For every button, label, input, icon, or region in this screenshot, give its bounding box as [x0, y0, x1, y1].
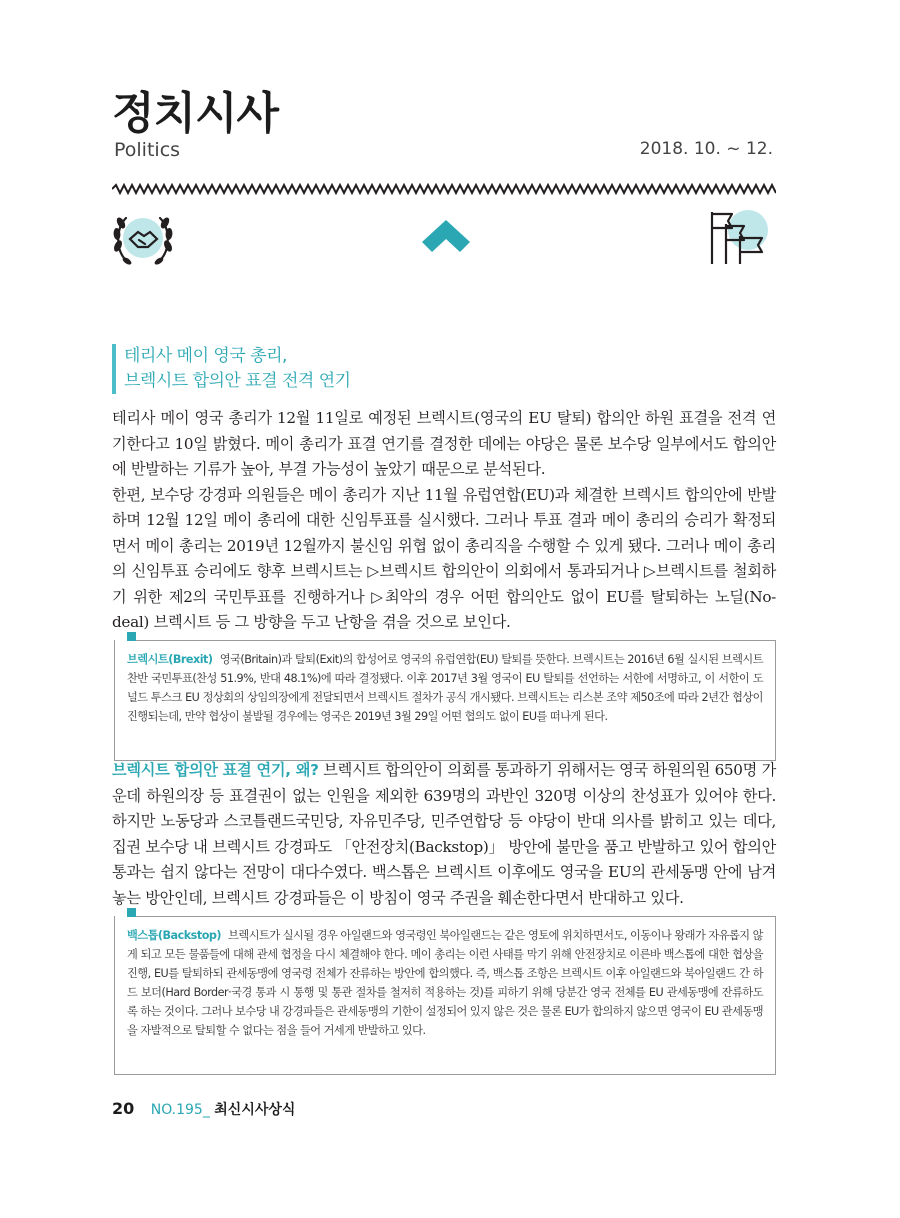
wave-divider	[112, 183, 776, 195]
note-1-text: 영국(Britain)과 탈퇴(Exit)의 합성어로 영국의 유럽연합(EU) 탈퇴를 뜻한다. 브렉시트는 2016년 6월 실시된 브렉시트 찬반 국민투표(찬성 51.9%, 반대 48.1%)에 따라 결정됐다. 이후 2017년 3월 영국이 EU 탈퇴를 선언하는 서한에 서명하고, 이 서한이 도널드 투스크 EU 정상회의 상임의장에게 전달되면서 브렉시트 절차가 공식 개시됐다. 브렉시트는 리스본 조약 제50조에 따라 2년간 협상이 진행되는데, 만약 협상이 불발될 경우에는 영국은 2019년 3월 29일 어떤 협의도 없이 EU를 떠나게 된다.	[127, 653, 763, 723]
note-1-term: 브렉시트(Brexit)	[127, 653, 213, 666]
handshake-laurel-icon	[110, 206, 176, 272]
backstop-definition-box	[114, 916, 776, 1075]
paragraph-3-text: 브렉시트 합의안이 의회를 통과하기 위해서는 영국 하원의원 650명 가운데 하원의장 등 표결권이 없는 인원을 제외한 639명의 과반인 320명 이상의 찬성표가 있어야 한다. 하지만 노동당과 스코틀랜드국민당, 자유민주당, 민주연합당 등 야당이 반대 의사를 밝히고 있는 데다, 집권 보수당 내 브렉시트 강경파도 「안전장치(Backstop)」 방안에 불만을 품고 반발하고 있어 합의안 통과는 쉽지 않다는 전망이 대다수였다. 백스톱은 브렉시트 이후에도 영국을 EU의 관세동맹 안에 남겨 놓는 방안인데, 브렉시트 강경파들은 이 방침이 영국 주권을 훼손한다면서 반대하고 있다.	[112, 761, 776, 907]
paragraph-2: 한편, 보수당 강경파 의원들은 메이 총리가 지난 11월 유럽연합(EU)과 체결한 브렉시트 합의안에 반발하며 12월 12일 메이 총리에 대한 신임투표를 실시했다. 그러나 투표 결과 메이 총리의 승리가 확정되면서 메이 총리는 2019년 12월까지 불신임 위협 없이 총리직을 수행할 수 있게 됐다. 그러나 메이 총리의 신임투표 승리에도 향후 브렉시트는 ▷브렉시트 합의안이 의회에서 통과되거나 ▷브렉시트를 철회하기 위한 제2의 국민투표를 진행하거나 ▷최악의 경우 어떤 합의안도 없이 EU를 탈퇴하는 노딜(No-deal) 브렉시트 등 그 방향을 두고 난항을 겪을 것으로 보인다.	[112, 485, 776, 631]
paragraph-1: 테리사 메이 영국 총리가 12월 11일로 예정된 브렉시트(영국의 EU 탈퇴) 합의안 하원 표결을 전격 연기한다고 10일 밝혔다. 메이 총리가 표결 연기를 결정한 데에는 야당은 물론 보수당 일부에서도 합의안에 반발하는 기류가 높아, 부결 가능성이 높았기 때문으로 분석된다.	[112, 409, 776, 478]
article-body-2	[112, 758, 776, 911]
headline-line-1: 테리사 메이 영국 총리,	[124, 346, 287, 366]
page-footer	[112, 1099, 295, 1119]
issue-number: NO.195_	[150, 1102, 210, 1118]
page-title: 정치시사	[112, 88, 279, 139]
paragraph-3-lead: 브렉시트 합의안 표결 연기, 왜?	[112, 761, 319, 779]
note-2-term: 백스톱(Backstop)	[127, 929, 221, 942]
brexit-definition-box	[114, 640, 776, 761]
date-range: 2018. 10. ~ 12.	[639, 139, 773, 159]
note-2-text: 브렉시트가 실시될 경우 아일랜드와 영국령인 북아일랜드는 같은 영토에 위치하면서도, 이동이나 왕래가 자유롭지 않게 되고 모든 물품들에 대해 관세 협정을 다시 체결해야 한다. 메이 총리는 이런 사태를 막기 위해 안전장치로 이른바 백스톱에 대한 협상을 진행, EU를 탈퇴하되 관세동맹에 영국령 전체가 잔류하는 방안에 합의했다. 즉, 백스톱 조항은 브렉시트 이후 아일랜드와 북아일랜드 간 하드 보더(Hard Border·국경 통과 시 통행 및 통관 절차를 철저히 적용하는 것)를 피하기 위해 당분간 영국 전체를 EU 관세동맹에 잔류하도록 하는 것이다. 그러나 보수당 내 강경파들은 관세동맹의 기한이 설정되어 있지 않은 것은 물론 EU가 합의하지 않으면 영국이 EU 관세동맹을 자발적으로 탈퇴할 수 없다는 점을 들어 거세게 반발하고 있다.	[127, 929, 763, 1037]
article-headline	[112, 344, 351, 394]
article-body-1	[112, 406, 776, 636]
paragraph-3	[112, 758, 776, 911]
diamond-chevron-icon	[420, 218, 472, 256]
flags-icon	[702, 206, 772, 268]
page-number: 20	[112, 1099, 135, 1118]
section-subtitle: Politics	[114, 139, 181, 161]
headline-line-2: 브렉시트 합의안 표결 전격 연기	[124, 371, 351, 391]
magazine-name: 최신시사상식	[214, 1102, 296, 1118]
